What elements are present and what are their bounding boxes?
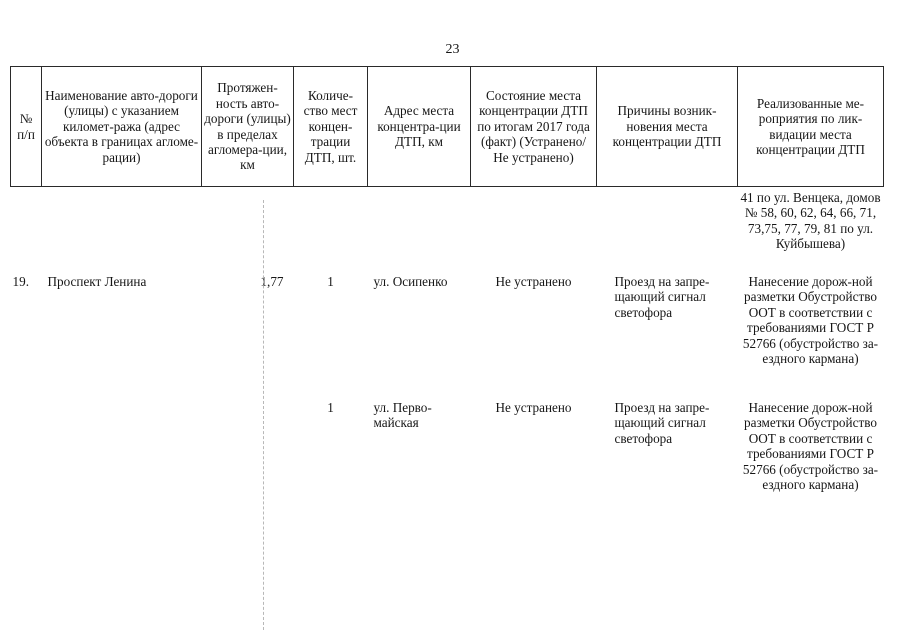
dtp-concentration-table bbox=[10, 66, 884, 492]
page-number: 23 bbox=[445, 42, 460, 57]
header-causes: Причины возник-новения места концентрации ДТП bbox=[597, 67, 738, 187]
continued-measures: 41 по ул. Венцека, домов № 58, 60, 62, 64, 66, 71, 73,75, 77, 79, 81 по ул. Куйбышева) bbox=[740, 190, 881, 252]
entry-causes: Проезд на запре-щающий сигнал светофора bbox=[614, 400, 710, 446]
header-address: Адрес места концентра-ции ДТП, км bbox=[368, 67, 471, 187]
table-row bbox=[11, 400, 884, 492]
continued-row bbox=[11, 187, 884, 271]
header-num: № п/п bbox=[11, 67, 42, 187]
entry-address: ул. Осипенко bbox=[373, 274, 448, 289]
row-num: 19. bbox=[12, 274, 29, 289]
table-row bbox=[11, 270, 884, 400]
header-measures: Реализованные ме-роприятия по лик-видации места концентрации ДТП bbox=[738, 67, 884, 187]
entry-state: Не устранено bbox=[495, 400, 572, 415]
entry-count: 1 bbox=[327, 400, 334, 415]
header-road-name: Наименование авто-дороги (улицы) с указанием километ-ража (адрес объекта в границах агломе-рации) bbox=[42, 67, 202, 187]
header-count: Количе-ство мест концен-трации ДТП, шт. bbox=[294, 67, 368, 187]
table-header-row bbox=[11, 67, 884, 187]
entry-state: Не устранено bbox=[495, 274, 572, 289]
entry-measures: Нанесение дорож-ной разметки Обустройство ООТ в соответствии с требованиями ГОСТ Р 52766 (обустройство за-ездного кармана) bbox=[742, 400, 879, 493]
header-length: Протяжен-ность авто-дороги (улицы) в пределах агломера-ции, км bbox=[202, 67, 294, 187]
entry-address: ул. Перво-майская bbox=[373, 400, 432, 431]
header-state: Состояние места концентрации ДТП по итогам 2017 года (факт) (Устранено/ Не устранено) bbox=[471, 67, 597, 187]
entry-count: 1 bbox=[327, 274, 334, 289]
row-length: 1,77 bbox=[260, 274, 284, 289]
entry-causes: Проезд на запре-щающий сигнал светофора bbox=[614, 274, 710, 320]
row-road-name: Проспект Ленина bbox=[47, 274, 147, 289]
faint-scan-line bbox=[263, 200, 265, 630]
entry-measures: Нанесение дорож-ной разметки Обустройство ООТ в соответствии с требованиями ГОСТ Р 52766 (обустройство за-ездного кармана) bbox=[742, 274, 879, 367]
